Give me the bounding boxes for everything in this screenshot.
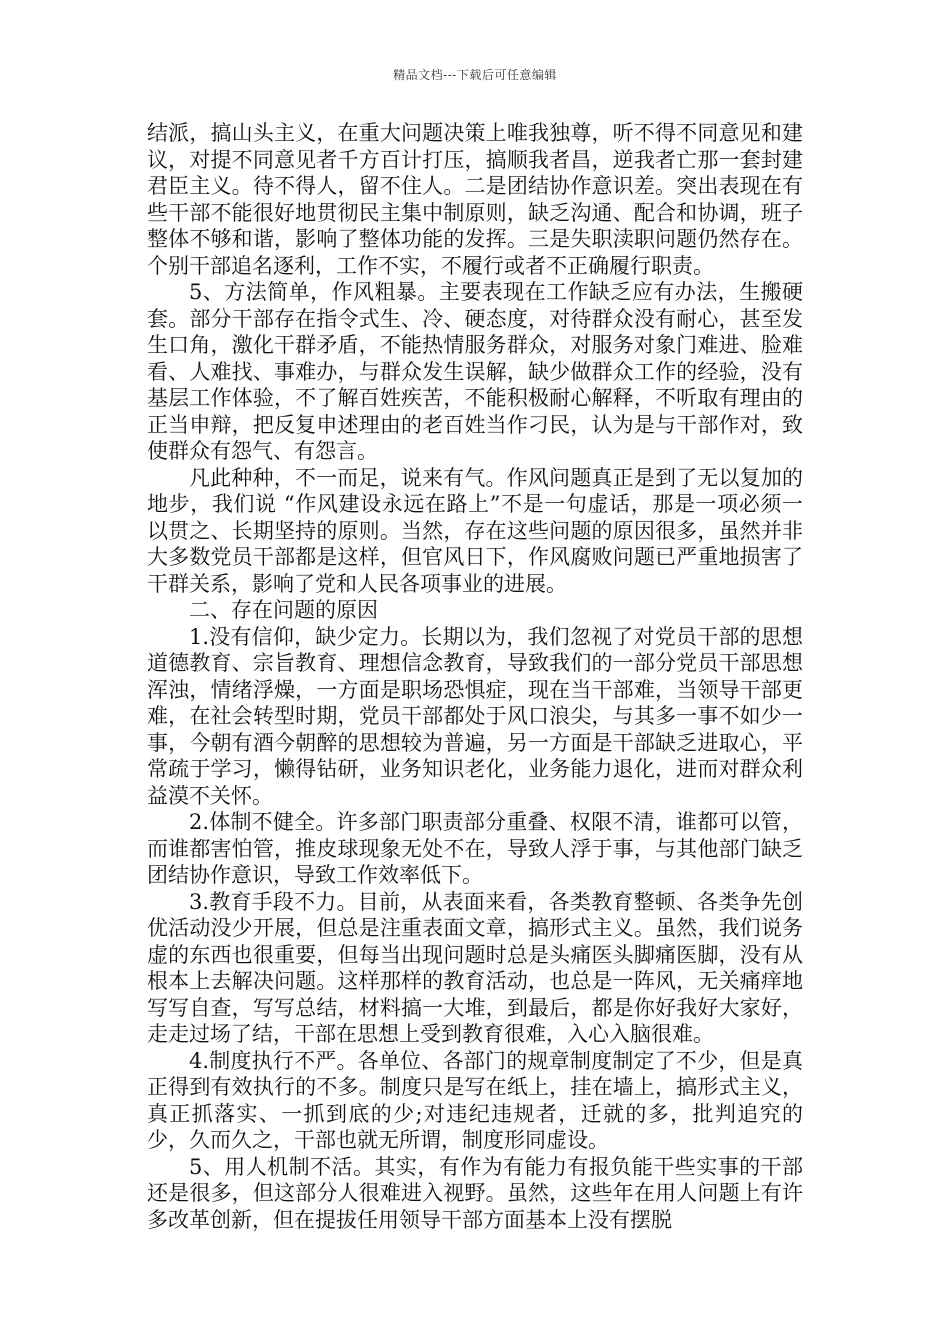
document-body: [147, 120, 803, 1233]
page-header: 精品文档---下载后可任意编辑: [393, 68, 557, 82]
paragraph: 2.体制不健全。许多部门职责部分重叠、权限不清，谁都可以管，而谁都害怕管，推皮球现象无处不在，导致人浮于事，与其他部门缺乏团结协作意识，导致工作效率低下。: [147, 810, 803, 887]
paragraph: 5、用人机制不活。其实，有作为有能力有报负能干些实事的干部还是很多，但这部分人很难进入视野。虽然，这些年在用人问题上有许多改革创新，但在提拔任用领导干部方面基本上没有摆脱: [147, 1154, 803, 1232]
paragraph: 3.教育手段不力。目前，从表面来看，各类教育整顿、各类争先创优活动没少开展，但总是注重表面文章，搞形式主义。虽然，我们说务虚的东西也很重要，但每当出现问题时总是头痛医头脚痛医脚，没有从根本上去解决问题。这样那样的教育活动，也总是一阵风，无关痛痒地写写自查，写写总结，材料搞一大堆，到最后，都是你好我好大家好，走走过场了结，干部在思想上受到教育很难，入心入脑很难。: [147, 889, 803, 1046]
paragraph: 凡此种种，不一而足，说来有气。作风问题真正是到了无以复加的地步，我们说 “作风建设永远在路上”不是一句虚话，那是一项必须一以贯之、长期坚持的原则。当然，存在这些问题的原因很多，虽然并非大多数党员干部都是这样，但官风日下，作风腐败问题已严重地损害了干群关系，影响了党和人民各项事业的进展。: [147, 465, 803, 596]
paragraph: 5、方法简单，作风粗暴。主要表现在工作缺乏应有办法，生搬硬套。部分干部存在指令式生、冷、硬态度，对待群众没有耐心，甚至发生口角，激化干群矛盾，不能热情服务群众，对服务对象门难进、脸难看、人难找、事难办，与群众发生误解，缺少做群众工作的经验，没有基层工作体验，不了解百姓疾苦，不能积极耐心解释，不听取有理由的正当申辩，把反复申述理由的老百姓当作刁民，认为是与干部作对，致使群众有怨气、有怨言。: [147, 280, 803, 463]
paragraph: 1.没有信仰，缺少定力。长期以为，我们忽视了对党员干部的思想道德教育、宗旨教育、理想信念教育，导致我们的一部分党员干部思想浑浊，情绪浮燥，一方面是职场恐惧症，现在当干部难，当领导干部更难，在社会转型时期，党员干部都处于风口浪尖，与其多一事不如少一事，今朝有酒今朝醉的思想较为普遍，另一方面是干部缺乏进取心，平常疏于学习，懒得钻研，业务知识老化，业务能力退化，进而对群众利益漠不关怀。: [147, 624, 803, 808]
paragraph: 4.制度执行不严。各单位、各部门的规章制度制定了不少，但是真正得到有效执行的不多。制度只是写在纸上，挂在墙上，搞形式主义，真正抓落实、一抓到底的少;对违纪违规者，迁就的多，批判追究的少，久而久之，干部也就无所谓，制度形同虚设。: [147, 1048, 803, 1152]
section-heading: 二、存在问题的原因: [189, 598, 378, 622]
paragraph: 结派，搞山头主义，在重大问题决策上唯我独尊，听不得不同意见和建议，对提不同意见者千方百计打压，搞顺我者昌，逆我者亡那一套封建君臣主义。待不得人，留不住人。二是团结协作意识差。突出表现在有些干部不能很好地贯彻民主集中制原则，缺乏沟通、配合和协调，班子整体不够和谐，影响了整体功能的发挥。三是失职渎职问题仍然存在。个别干部追名逐利，工作不实，不履行或者不正确履行职责。: [147, 121, 803, 278]
